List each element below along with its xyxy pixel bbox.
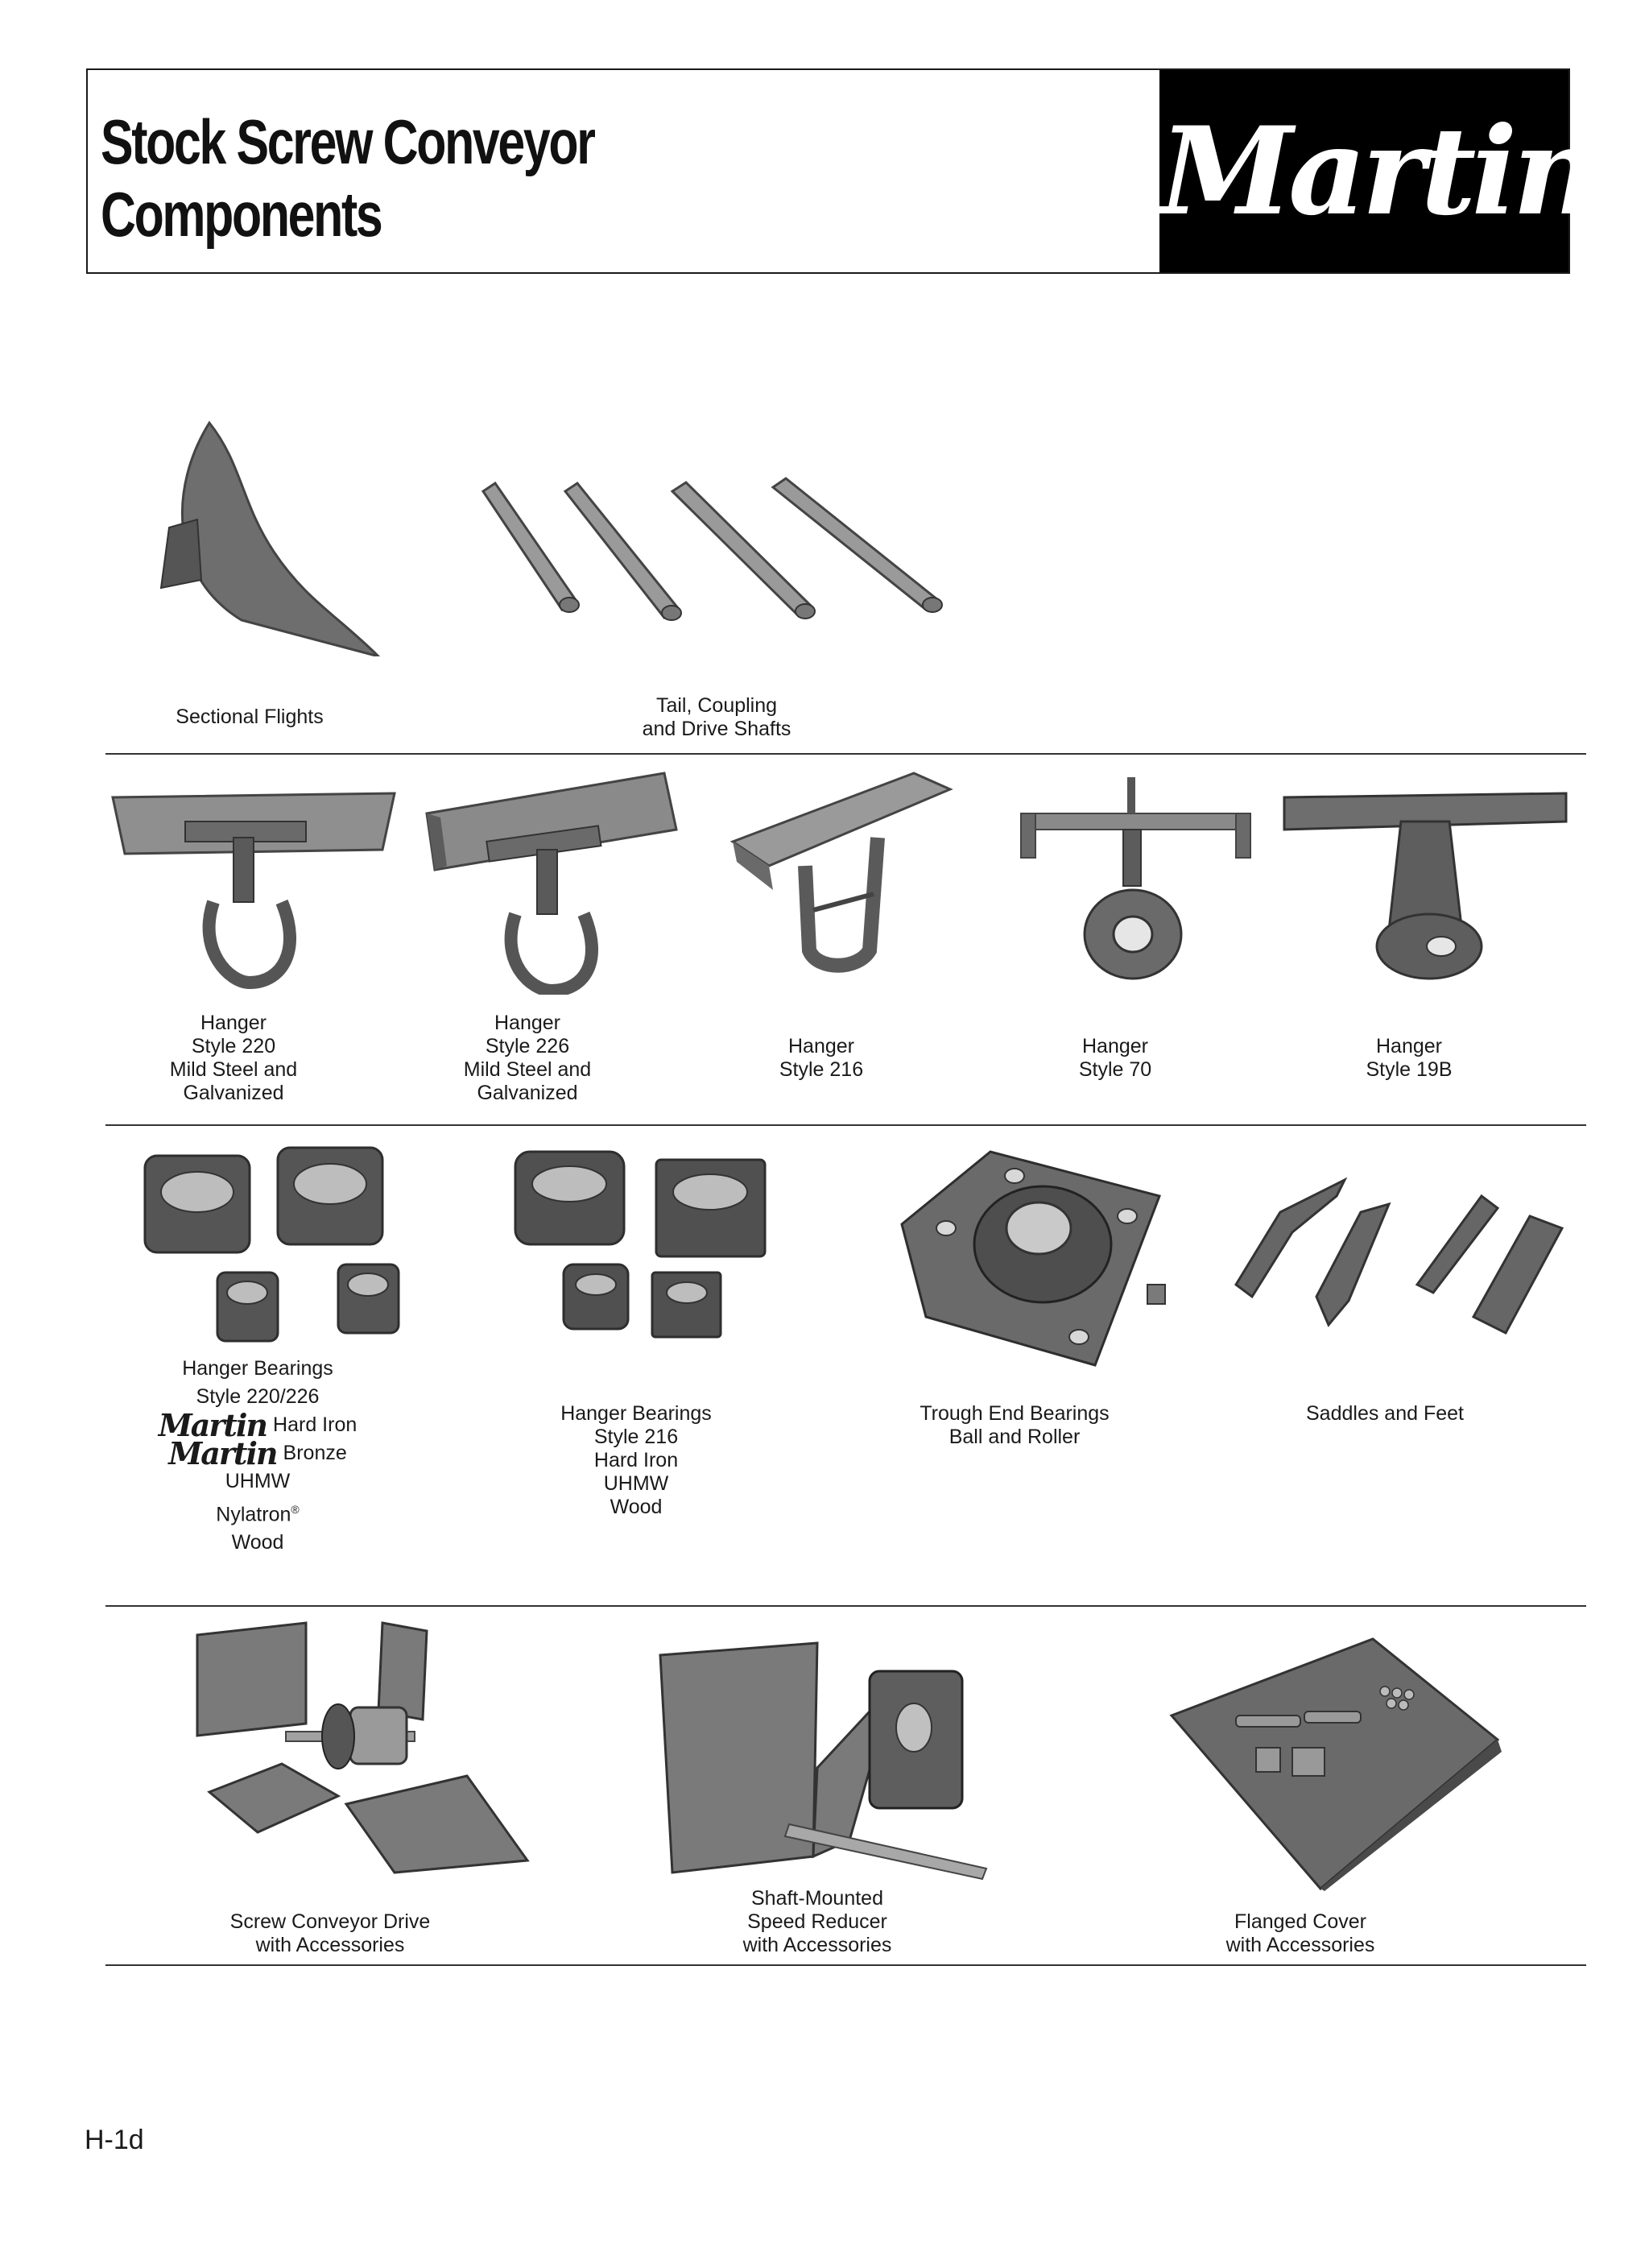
hanger-216-image <box>729 769 954 979</box>
martin-logo-text: Martin <box>1159 101 1596 242</box>
sectional-flights-image <box>153 415 386 656</box>
martin-logo <box>1159 70 1596 272</box>
caption-flanged-cover: Flanged Cover with Accessories <box>1225 1910 1375 1956</box>
hanger-19b-image <box>1280 773 1570 983</box>
caption-hanger-220: Hanger Style 220 Mild Steel and Galvanized <box>169 1012 298 1104</box>
hanger-bearings-216-image <box>511 1144 777 1353</box>
speed-reducer-image <box>656 1639 994 1889</box>
hanger-220-image <box>109 789 399 991</box>
flanged-cover-image <box>1168 1635 1506 1893</box>
page-number: H-1d <box>85 2125 144 2155</box>
caption-hanger-bearings-216: Hanger Bearings Style 216 Hard Iron UHMW Wood <box>560 1402 712 1518</box>
caption-hanger-226: Hanger Style 226 Mild Steel and Galvanized <box>463 1012 592 1104</box>
martin-mini-logo: Martin <box>158 1407 267 1443</box>
screw-conveyor-drive-image <box>193 1619 531 1877</box>
caption-hanger-216: Hanger Style 216 <box>779 1035 864 1081</box>
shafts-image <box>467 471 950 632</box>
divider-1 <box>105 753 1586 755</box>
divider-3 <box>105 1605 1586 1607</box>
hanger-bearings-220-image <box>141 1144 423 1353</box>
divider-4 <box>105 1964 1586 1966</box>
hanger-70-image <box>1015 769 1256 983</box>
hanger-226-image <box>423 769 680 995</box>
caption-hanger-70: Hanger Style 70 <box>1078 1035 1152 1081</box>
caption-shafts: Tail, Coupling and Drive Shafts <box>642 694 791 740</box>
caption-saddles-feet: Saddles and Feet <box>1306 1402 1464 1425</box>
trough-end-bearing-image <box>894 1148 1168 1369</box>
page-title: Stock Screw Conveyor Components <box>101 106 594 250</box>
caption-hanger-bearings-220: Hanger Bearings Style 220/226 Martin Hard Iron Martin Bronze UHMW Nylatron® Wood <box>158 1357 357 1554</box>
caption-sectional-flights: Sectional Flights <box>176 706 324 728</box>
caption-trough-end-bearings: Trough End Bearings Ball and Roller <box>920 1402 1110 1448</box>
martin-mini-logo: Martin <box>168 1435 277 1471</box>
caption-speed-reducer: Shaft-Mounted Speed Reducer with Accessories <box>742 1887 892 1956</box>
divider-2 <box>105 1124 1586 1126</box>
saddles-feet-image <box>1232 1164 1570 1349</box>
caption-screw-conveyor-drive: Screw Conveyor Drive with Accessories <box>229 1910 431 1956</box>
caption-hanger-19b: Hanger Style 19B <box>1366 1035 1453 1081</box>
page-header <box>86 68 1596 274</box>
